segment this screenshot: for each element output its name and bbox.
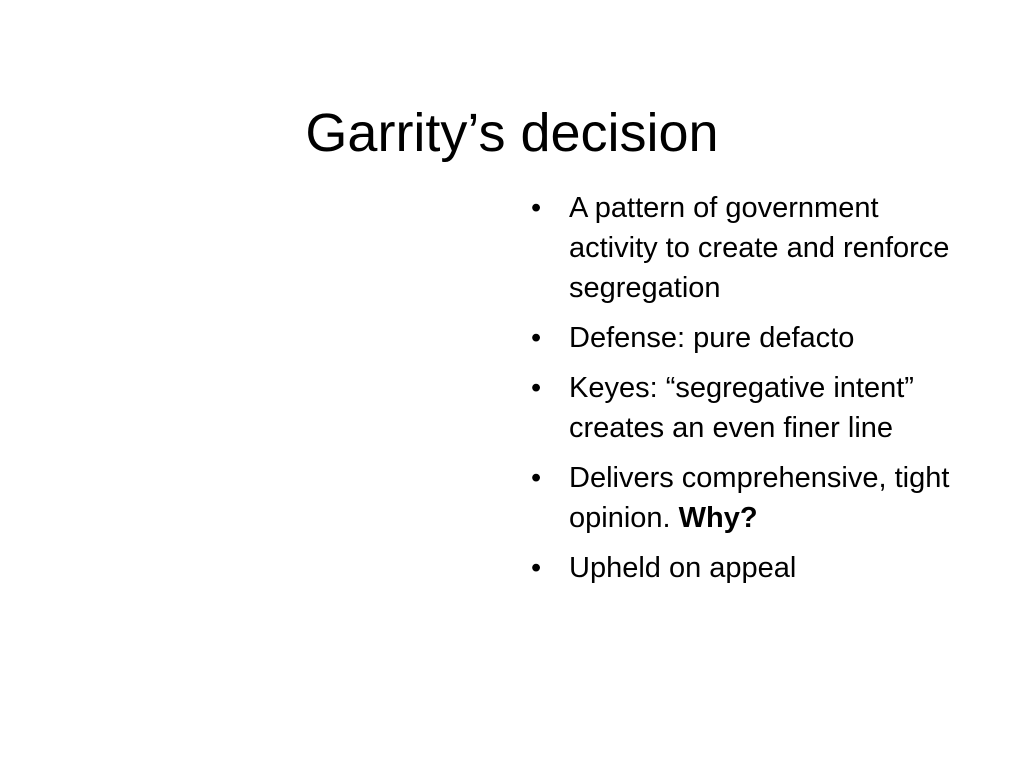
bullet-text: Delivers comprehensive, tight opinion. [569, 462, 950, 534]
bullet-list [531, 188, 951, 598]
bullet-marker: • [531, 462, 542, 494]
bullet-text: A pattern of government activity to create and renforce segregation [569, 192, 950, 304]
bullet-emphasis: Why? [678, 502, 758, 534]
bullet-text: Defense: pure defacto [569, 322, 855, 354]
bullet-item [531, 458, 951, 538]
bullet-marker: • [531, 372, 542, 404]
bullet-marker: • [531, 552, 542, 584]
bullet-item [531, 318, 951, 358]
bullet-text: Upheld on appeal [569, 552, 797, 584]
bullet-marker: • [531, 322, 542, 354]
bullet-item [531, 188, 951, 308]
bullet-item [531, 548, 951, 588]
bullet-marker: • [531, 192, 542, 224]
slide-title: Garrity’s decision [305, 103, 719, 164]
bullet-text: Keyes: “segregative intent” creates an even finer line [569, 372, 914, 444]
bullet-item [531, 368, 951, 448]
